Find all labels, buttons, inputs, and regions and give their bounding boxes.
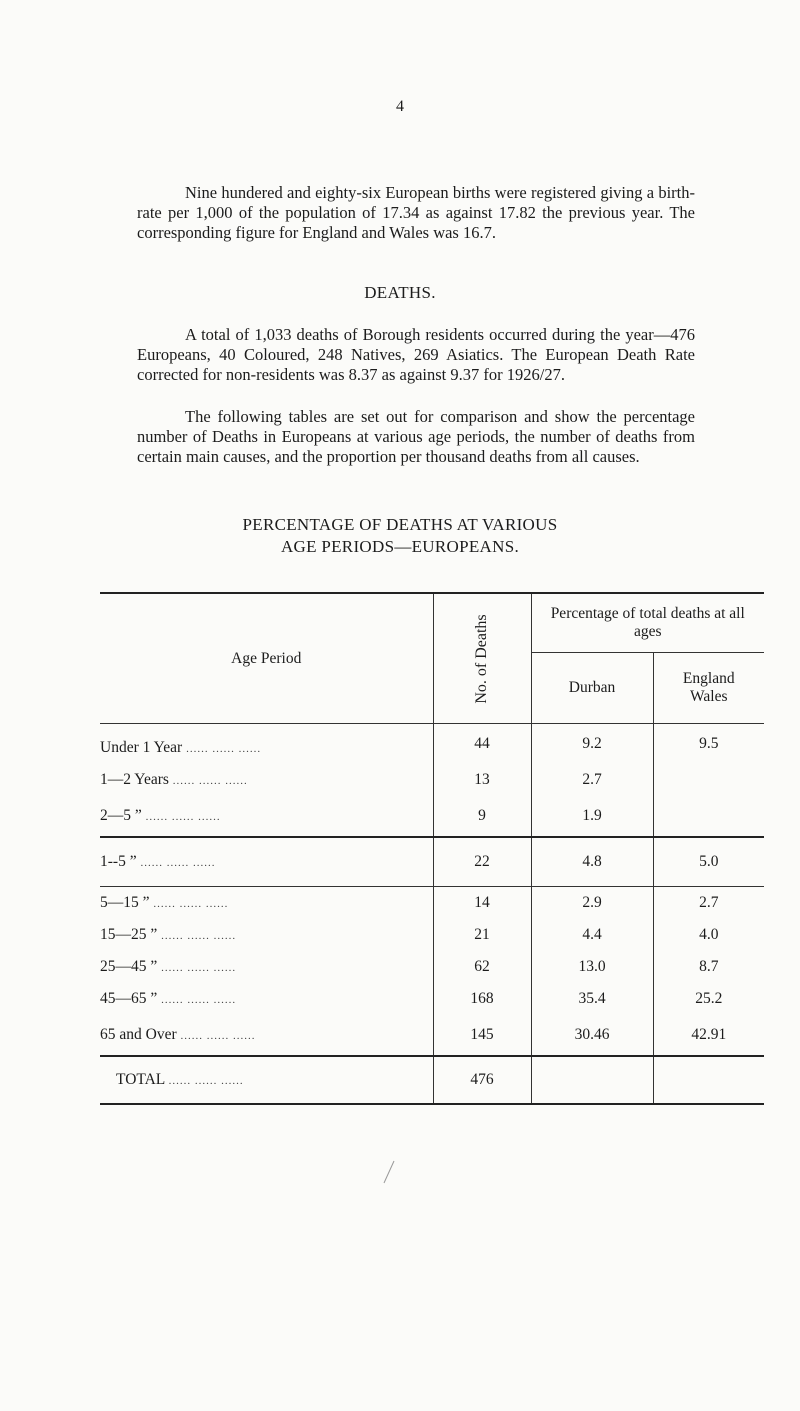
total-durban-cell: [531, 1056, 653, 1104]
header-england: England: [682, 670, 735, 687]
dot-leader: ...... ...... ......: [180, 1030, 256, 1042]
england-cell: 5.0: [653, 837, 764, 887]
dot-leader: ...... ...... ......: [161, 930, 237, 942]
deaths-cell: 145: [433, 1015, 531, 1056]
england-cell: 2.7: [653, 887, 764, 920]
table-title-line2: AGE PERIODS—EUROPEANS.: [280, 537, 519, 556]
durban-cell: 2.9: [531, 887, 653, 920]
table-row-total: [100, 1056, 764, 1104]
england-cell: 25.2: [653, 983, 764, 1015]
durban-cell: 13.0: [531, 951, 653, 983]
table-row: [100, 887, 764, 920]
durban-cell: 35.4: [531, 983, 653, 1015]
deaths-cell: 21: [433, 919, 531, 951]
dot-leader: ...... ...... ......: [168, 1075, 244, 1087]
age-cell: 15—25 ”: [100, 926, 158, 943]
page-number: 4: [396, 98, 404, 115]
age-cell: 65 and Over: [100, 1026, 177, 1043]
paragraph-births: Nine hundered and eighty-six European births were registered giving a birth-rate per 1,000 of the population of 17.34 as against 17.82 the previous year. The corresponding figure for England and Wales was 16.7.: [137, 183, 695, 242]
durban-cell: 2.7: [531, 764, 653, 796]
age-cell: Under 1 Year: [100, 739, 183, 756]
age-cell: 1--5 ”: [100, 853, 137, 870]
age-cell: 25—45 ”: [100, 958, 158, 975]
dot-leader: ...... ...... ......: [186, 743, 262, 755]
header-wales: Wales: [690, 688, 728, 705]
durban-cell: 9.2: [531, 724, 653, 765]
deaths-cell: 9: [433, 796, 531, 837]
total-england-cell: [653, 1056, 764, 1104]
age-period-table: [100, 592, 764, 1105]
header-no-of-deaths: [433, 594, 531, 724]
stray-mark: [382, 1160, 396, 1184]
dot-leader: ...... ...... ......: [172, 775, 248, 787]
deaths-cell: 168: [433, 983, 531, 1015]
table-row: [100, 951, 764, 983]
table-row: [100, 1015, 764, 1056]
age-cell: 2—5 ”: [100, 807, 142, 824]
age-cell: 45—65 ”: [100, 990, 158, 1007]
deaths-cell: 22: [433, 837, 531, 887]
dot-leader: ...... ...... ......: [161, 994, 237, 1006]
england-cell: 4.0: [653, 919, 764, 951]
paragraph-tables: The following tables are set out for comparison and show the percentage number of Deaths in Europeans at various age periods, the number of deaths from certain main causes, and the proportion per thousand deaths from all causes.: [137, 407, 695, 466]
england-cell: 42.91: [653, 1015, 764, 1056]
dot-leader: ...... ...... ......: [140, 857, 216, 869]
table-row: [100, 919, 764, 951]
england-cell: 8.7: [653, 951, 764, 983]
header-age-period: Age Period: [100, 594, 433, 724]
paragraph-deaths: A total of 1,033 deaths of Borough residents occurred during the year—476 Europeans, 40 Coloured, 248 Natives, 269 Asiatics. The European Death Rate corrected for non-residents was 8.37 as against 9.37 for 1926/27.: [137, 325, 695, 384]
dot-leader: ...... ...... ......: [145, 811, 221, 823]
table-row: [100, 983, 764, 1015]
durban-cell: 1.9: [531, 796, 653, 837]
england-cell: [653, 796, 764, 837]
header-no-of-deaths-text: No. of Deaths: [473, 613, 490, 704]
deaths-cell: 62: [433, 951, 531, 983]
deaths-heading: DEATHS.: [364, 283, 436, 302]
total-label: TOTAL: [116, 1071, 165, 1088]
deaths-cell: 44: [433, 724, 531, 765]
dot-leader: ...... ...... ......: [161, 962, 237, 974]
header-england-wales: [653, 653, 764, 724]
durban-cell: 4.4: [531, 919, 653, 951]
table-row: [100, 764, 764, 796]
table-title-line1: PERCENTAGE OF DEATHS AT VARIOUS: [242, 515, 558, 534]
table-row: [100, 724, 764, 765]
header-durban: Durban: [531, 653, 653, 724]
dot-leader: ...... ...... ......: [153, 898, 229, 910]
age-cell: 5—15 ”: [100, 894, 150, 911]
durban-cell: 30.46: [531, 1015, 653, 1056]
england-cell: 9.5: [653, 724, 764, 765]
header-percentage: Percentage of total deaths at all ages: [531, 594, 764, 653]
age-cell: 1—2 Years: [100, 771, 169, 788]
england-cell: [653, 764, 764, 796]
durban-cell: 4.8: [531, 837, 653, 887]
deaths-cell: 13: [433, 764, 531, 796]
deaths-cell: 14: [433, 887, 531, 920]
table-row: [100, 837, 764, 887]
total-deaths-cell: 476: [433, 1056, 531, 1104]
table-row: [100, 796, 764, 837]
